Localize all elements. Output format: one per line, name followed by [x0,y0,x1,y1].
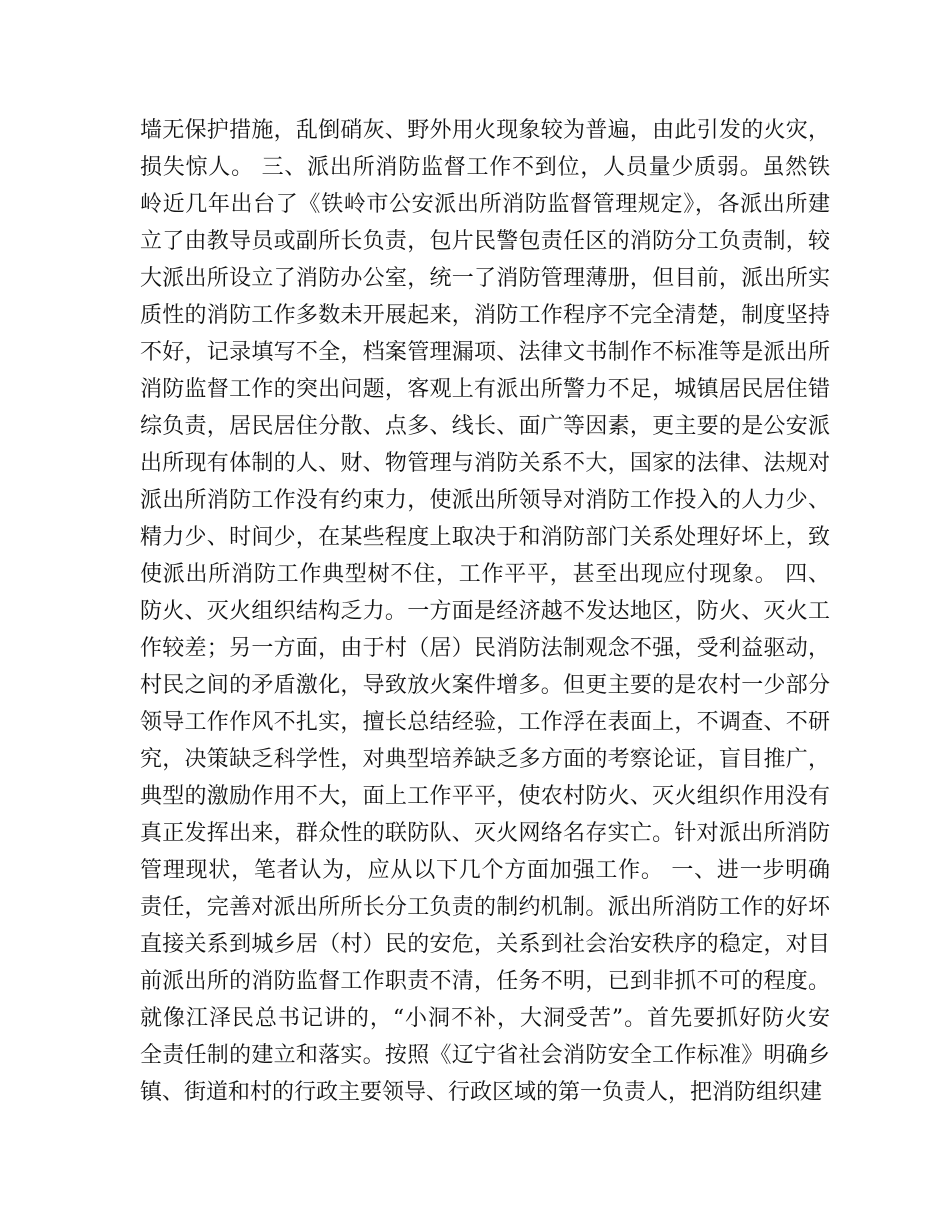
text-line: 真正发挥出来，群众性的联防队、灭火网络名存实亡。针对派出所消防 [140,821,830,846]
text-line: 出所现有体制的人、财、物管理与消防关系不大，国家的法律、法规对 [140,451,830,476]
text-line: 损失惊人。 三、派出所消防监督工作不到位，人员量少质弱。虽然铁 [140,155,830,180]
text-line: 大派出所设立了消防办公室，统一了消防管理薄册，但目前，派出所实 [140,266,830,291]
text-line: 直接关系到城乡居（村）民的安危，关系到社会治安秩序的稳定，对目 [140,932,830,957]
text-line: 不好，记录填写不全，档案管理漏项、法律文书制作不标准等是派出所 [140,340,830,365]
text-line: 使派出所消防工作典型树不住，工作平平，甚至出现应付现象。 四、 [140,562,830,587]
text-line: 立了由教导员或副所长负责，包片民警包责任区的消防分工负责制，较 [140,229,830,254]
text-line: 就像江泽民总书记讲的，“小洞不补，大洞受苦”。首先要抓好防火安 [140,1006,830,1031]
text-line: 综负责，居民居住分散、点多、线长、面广等因素，更主要的是公安派 [140,414,830,439]
text-line: 镇、街道和村的行政主要领导、行政区域的第一负责人，把消防组织建 [140,1080,823,1105]
text-line: 精力少、时间少，在某些程度上取决于和消防部门关系处理好坏上，致 [140,525,830,550]
text-line: 领导工作作风不扎实，擅长总结经验，工作浮在表面上，不调查、不研 [140,710,830,735]
text-line: 作较差；另一方面，由于村（居）民消防法制观念不强，受利益驱动， [140,636,830,661]
text-line: 墙无保护措施，乱倒硝灰、野外用火现象较为普遍，由此引发的火灾， [140,118,830,143]
text-line: 管理现状，笔者认为，应从以下几个方面加强工作。 一、进一步明确 [140,858,830,883]
body-text [140,112,830,1111]
text-line: 前派出所的消防监督工作职责不清，任务不明，已到非抓不可的程度。 [140,969,830,994]
text-line: 典型的激励作用不大，面上工作平平，使农村防火、灭火组织作用没有 [140,784,830,809]
text-line: 岭近几年出台了《铁岭市公安派出所消防监督管理规定》，各派出所建 [140,192,830,217]
text-line: 质性的消防工作多数未开展起来，消防工作程序不完全清楚，制度坚持 [140,303,830,328]
text-line: 究，决策缺乏科学性，对典型培养缺乏多方面的考察论证，盲目推广， [140,747,830,772]
text-line: 村民之间的矛盾激化，导致放火案件增多。但更主要的是农村一少部分 [140,673,830,698]
text-line: 派出所消防工作没有约束力，使派出所领导对消防工作投入的人力少、 [140,488,830,513]
text-line: 消防监督工作的突出问题，客观上有派出所警力不足，城镇居民居住错 [140,377,830,402]
text-line: 全责任制的建立和落实。按照《辽宁省社会消防安全工作标准》明确乡 [140,1043,830,1068]
text-line: 防火、灭火组织结构乏力。一方面是经济越不发达地区，防火、灭火工 [140,599,830,624]
text-line: 责任，完善对派出所所长分工负责的制约机制。派出所消防工作的好坏 [140,895,830,920]
